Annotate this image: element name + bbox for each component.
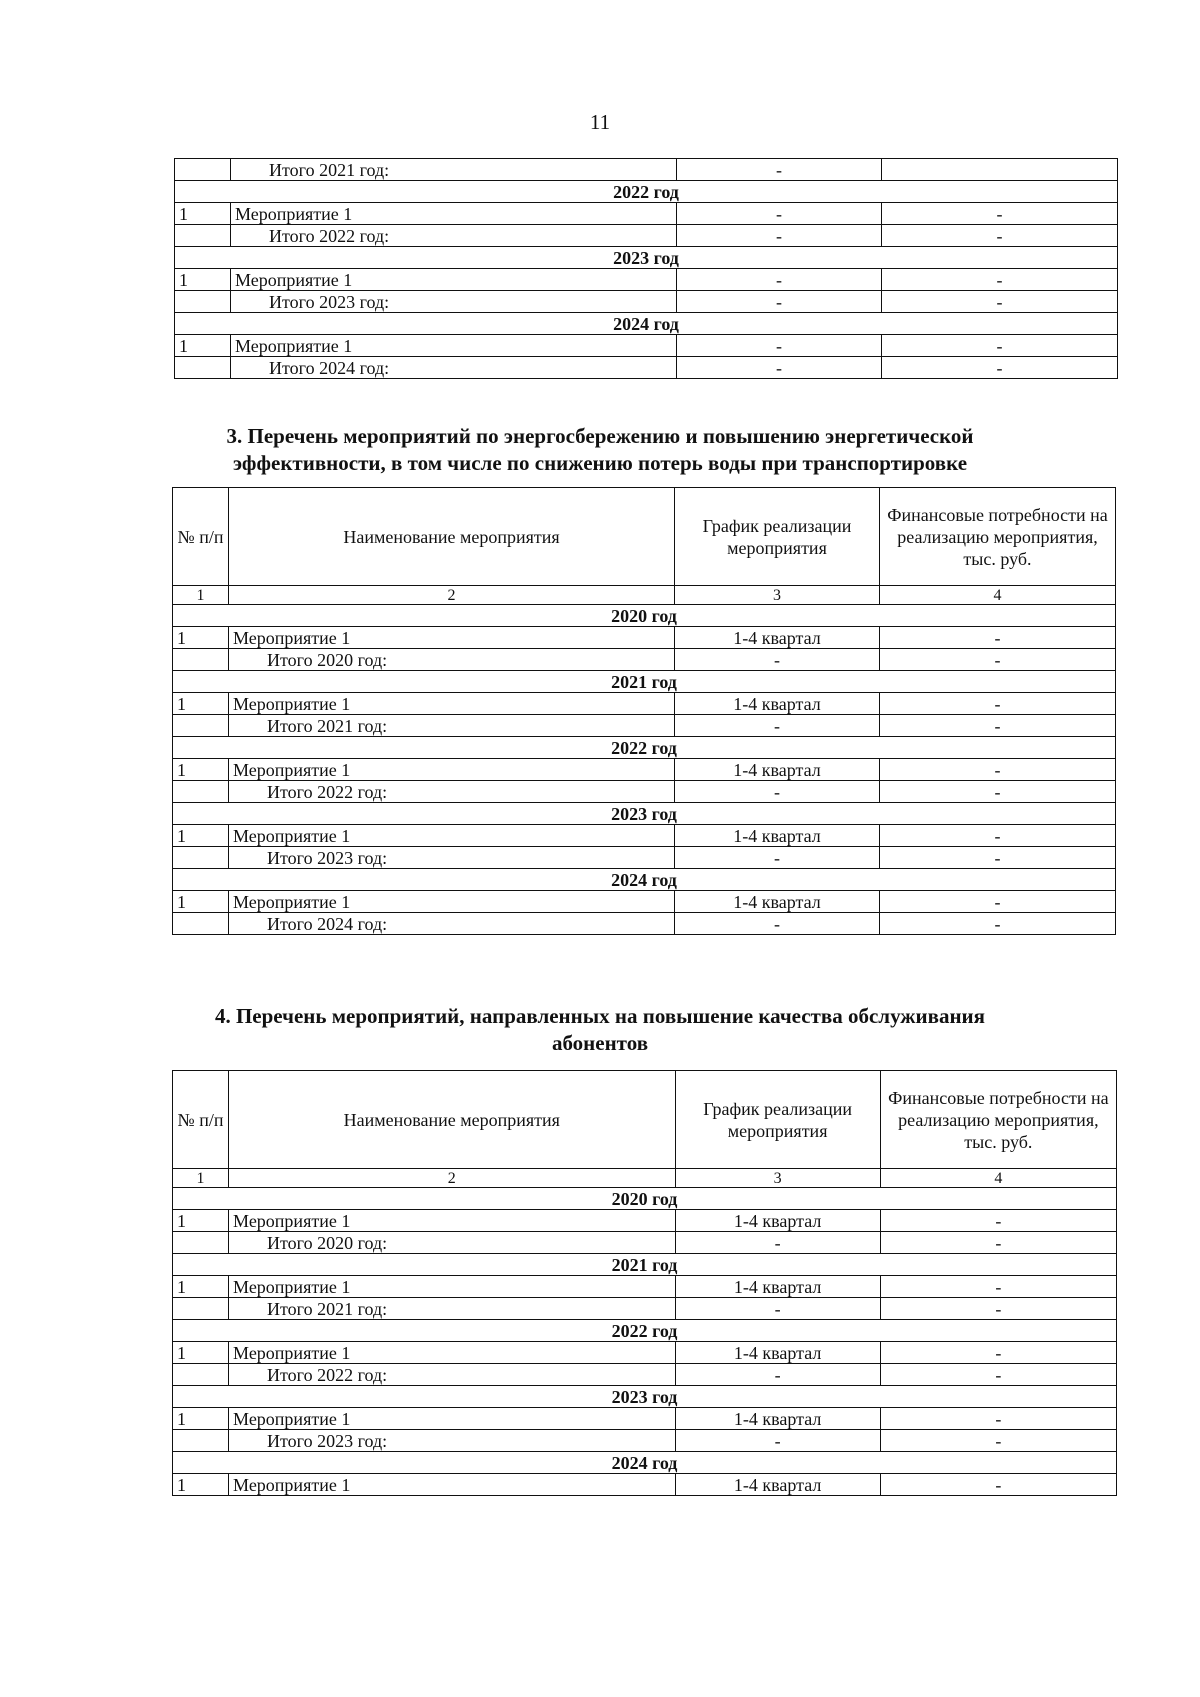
column-number: 1 xyxy=(173,1169,229,1188)
finance-cell: - xyxy=(880,847,1116,869)
row-number: 1 xyxy=(173,825,229,847)
total-row xyxy=(175,159,1118,181)
schedule-cell: - xyxy=(677,291,882,313)
total-label: Итого 2022 год: xyxy=(229,781,675,803)
column-number: 3 xyxy=(675,586,880,605)
year-row xyxy=(173,1254,1117,1276)
row-number xyxy=(175,357,231,379)
year-label: 2024 год xyxy=(173,1452,1117,1474)
activity-row xyxy=(175,203,1118,225)
row-number: 1 xyxy=(175,203,231,225)
finance-cell: - xyxy=(880,913,1116,935)
schedule-cell: - xyxy=(675,1232,880,1254)
total-label: Итого 2020 год: xyxy=(229,1232,675,1254)
row-number xyxy=(173,715,229,737)
year-row xyxy=(173,803,1116,825)
activity-name: Мероприятие 1 xyxy=(231,269,677,291)
finance-cell: - xyxy=(882,291,1118,313)
activity-row xyxy=(173,627,1116,649)
header-num: № п/п xyxy=(173,1071,229,1169)
year-label: 2021 год xyxy=(173,671,1116,693)
header-schedule: График реализации мероприятия xyxy=(675,1071,880,1169)
total-row xyxy=(175,225,1118,247)
finance-cell: - xyxy=(880,1276,1116,1298)
row-number: 1 xyxy=(175,269,231,291)
total-label: Итого 2021 год: xyxy=(229,1298,675,1320)
year-row xyxy=(173,1452,1117,1474)
activity-name: Мероприятие 1 xyxy=(229,1408,675,1430)
total-label: Итого 2023 год: xyxy=(231,291,677,313)
row-number xyxy=(173,649,229,671)
year-row xyxy=(173,605,1116,627)
page-number: 11 xyxy=(589,110,611,134)
header-name: Наименование мероприятия xyxy=(229,488,675,586)
header-num: № п/п xyxy=(173,488,229,586)
year-row xyxy=(173,671,1116,693)
schedule-cell: - xyxy=(677,203,882,225)
schedule-cell: - xyxy=(675,649,880,671)
schedule-cell: 1-4 квартал xyxy=(675,627,880,649)
year-row xyxy=(175,181,1118,203)
schedule-cell: 1-4 квартал xyxy=(675,1342,880,1364)
finance-cell: - xyxy=(882,225,1118,247)
year-row xyxy=(173,1320,1117,1342)
finance-cell: - xyxy=(880,1364,1116,1386)
service-quality-table xyxy=(172,1070,1117,1496)
column-number: 1 xyxy=(173,586,229,605)
section-4-heading xyxy=(160,1003,1040,1057)
row-number xyxy=(173,847,229,869)
row-number xyxy=(173,1232,229,1254)
schedule-cell: 1-4 квартал xyxy=(675,891,880,913)
activity-row xyxy=(173,693,1116,715)
header-finance: Финансовые потребности на реализацию мероприятия, тыс. руб. xyxy=(880,488,1116,586)
table-continued xyxy=(174,158,1118,379)
row-number: 1 xyxy=(173,1342,229,1364)
finance-cell: - xyxy=(880,1298,1116,1320)
finance-cell: - xyxy=(880,825,1116,847)
finance-cell: - xyxy=(882,357,1118,379)
finance-cell: - xyxy=(880,1408,1116,1430)
year-label: 2024 год xyxy=(175,313,1118,335)
schedule-cell: - xyxy=(677,225,882,247)
activity-row xyxy=(173,759,1116,781)
schedule-cell: - xyxy=(675,1298,880,1320)
total-label: Итого 2024 год: xyxy=(231,357,677,379)
year-label: 2022 год xyxy=(173,1320,1117,1342)
year-label: 2023 год xyxy=(173,1386,1117,1408)
finance-cell: - xyxy=(880,891,1116,913)
total-row xyxy=(173,715,1116,737)
schedule-cell: 1-4 квартал xyxy=(675,825,880,847)
schedule-cell: - xyxy=(677,159,882,181)
section-3-heading xyxy=(160,423,1040,477)
activity-row xyxy=(173,1408,1117,1430)
finance-cell: - xyxy=(880,1232,1116,1254)
finance-cell: - xyxy=(880,649,1116,671)
activity-name: Мероприятие 1 xyxy=(229,759,675,781)
finance-cell: - xyxy=(880,627,1116,649)
row-number xyxy=(173,913,229,935)
total-row xyxy=(173,1298,1117,1320)
total-label: Итого 2024 год: xyxy=(229,913,675,935)
finance-cell: - xyxy=(882,269,1118,291)
row-number xyxy=(173,1364,229,1386)
finance-cell: - xyxy=(882,203,1118,225)
header-schedule: График реализации мероприятия xyxy=(675,488,880,586)
total-row xyxy=(173,781,1116,803)
activity-name: Мероприятие 1 xyxy=(229,1474,675,1496)
activity-name: Мероприятие 1 xyxy=(229,627,675,649)
total-label: Итого 2022 год: xyxy=(231,225,677,247)
section-4-heading-line1: 4. Перечень мероприятий, направленных на повышение качества обслуживания xyxy=(214,1004,986,1028)
total-row xyxy=(173,1364,1117,1386)
activity-name: Мероприятие 1 xyxy=(231,335,677,357)
total-row xyxy=(175,291,1118,313)
total-label: Итого 2021 год: xyxy=(231,159,677,181)
row-number: 1 xyxy=(173,759,229,781)
total-row xyxy=(173,649,1116,671)
row-number: 1 xyxy=(173,1210,229,1232)
year-label: 2022 год xyxy=(173,737,1116,759)
row-number: 1 xyxy=(173,1474,229,1496)
year-row xyxy=(173,1188,1117,1210)
schedule-cell: - xyxy=(675,913,880,935)
year-label: 2020 год xyxy=(173,1188,1117,1210)
activity-row xyxy=(173,1210,1117,1232)
header-name: Наименование мероприятия xyxy=(229,1071,675,1169)
row-number: 1 xyxy=(173,627,229,649)
year-label: 2021 год xyxy=(173,1254,1117,1276)
total-row xyxy=(173,1232,1117,1254)
year-row xyxy=(175,313,1118,335)
section-3-heading-line2: эффективности, в том числе по снижению потерь воды при транспортировке xyxy=(232,451,968,475)
activity-name: Мероприятие 1 xyxy=(231,203,677,225)
schedule-cell: - xyxy=(675,781,880,803)
service-quality-table-body xyxy=(173,1188,1117,1496)
finance-cell: - xyxy=(880,693,1116,715)
activity-name: Мероприятие 1 xyxy=(229,693,675,715)
finance-cell: - xyxy=(880,715,1116,737)
year-row xyxy=(175,247,1118,269)
energy-saving-table xyxy=(172,487,1116,935)
total-row xyxy=(173,913,1116,935)
total-row xyxy=(173,1430,1117,1452)
column-number: 4 xyxy=(880,1169,1116,1188)
row-number xyxy=(173,1430,229,1452)
schedule-cell: 1-4 квартал xyxy=(675,693,880,715)
finance-cell xyxy=(882,159,1118,181)
finance-cell: - xyxy=(882,335,1118,357)
schedule-cell: 1-4 квартал xyxy=(675,1210,880,1232)
schedule-cell: - xyxy=(677,357,882,379)
year-label: 2024 год xyxy=(173,869,1116,891)
row-number: 1 xyxy=(173,891,229,913)
row-number xyxy=(173,781,229,803)
schedule-cell: 1-4 квартал xyxy=(675,1408,880,1430)
total-row xyxy=(175,357,1118,379)
total-label: Итого 2023 год: xyxy=(229,847,675,869)
section-3-heading-line1: 3. Перечень мероприятий по энергосбережению и повышению энергетической xyxy=(226,424,974,448)
year-row xyxy=(173,737,1116,759)
activity-name: Мероприятие 1 xyxy=(229,1210,675,1232)
energy-saving-table-body xyxy=(173,605,1116,935)
finance-cell: - xyxy=(880,1342,1116,1364)
finance-cell: - xyxy=(880,1210,1116,1232)
section-4-heading-line2: абонентов xyxy=(551,1031,649,1055)
row-number: 1 xyxy=(173,693,229,715)
year-label: 2022 год xyxy=(175,181,1118,203)
schedule-cell: 1-4 квартал xyxy=(675,1276,880,1298)
activity-row xyxy=(173,891,1116,913)
finance-cell: - xyxy=(880,1474,1116,1496)
total-label: Итого 2021 год: xyxy=(229,715,675,737)
finance-cell: - xyxy=(880,759,1116,781)
row-number xyxy=(173,1298,229,1320)
row-number: 1 xyxy=(175,335,231,357)
schedule-cell: - xyxy=(677,335,882,357)
row-number xyxy=(175,291,231,313)
column-number: 2 xyxy=(229,586,675,605)
column-number: 3 xyxy=(675,1169,880,1188)
activity-name: Мероприятие 1 xyxy=(229,1276,675,1298)
column-number: 2 xyxy=(229,1169,675,1188)
schedule-cell: - xyxy=(675,847,880,869)
schedule-cell: - xyxy=(675,715,880,737)
total-row xyxy=(173,847,1116,869)
schedule-cell: - xyxy=(675,1430,880,1452)
activity-name: Мероприятие 1 xyxy=(229,1342,675,1364)
table-continued-body xyxy=(175,159,1118,379)
year-label: 2020 год xyxy=(173,605,1116,627)
year-label: 2023 год xyxy=(175,247,1118,269)
total-label: Итого 2023 год: xyxy=(229,1430,675,1452)
activity-row xyxy=(173,1474,1117,1496)
schedule-cell: - xyxy=(675,1364,880,1386)
schedule-cell: 1-4 квартал xyxy=(675,759,880,781)
finance-cell: - xyxy=(880,781,1116,803)
column-number: 4 xyxy=(880,586,1116,605)
year-row xyxy=(173,869,1116,891)
finance-cell: - xyxy=(880,1430,1116,1452)
schedule-cell: 1-4 квартал xyxy=(675,1474,880,1496)
activity-row xyxy=(173,825,1116,847)
schedule-cell: - xyxy=(677,269,882,291)
activity-row xyxy=(173,1276,1117,1298)
row-number: 1 xyxy=(173,1408,229,1430)
row-number xyxy=(175,225,231,247)
row-number xyxy=(175,159,231,181)
activity-name: Мероприятие 1 xyxy=(229,891,675,913)
activity-name: Мероприятие 1 xyxy=(229,825,675,847)
total-label: Итого 2022 год: xyxy=(229,1364,675,1386)
year-label: 2023 год xyxy=(173,803,1116,825)
activity-row xyxy=(173,1342,1117,1364)
row-number: 1 xyxy=(173,1276,229,1298)
header-finance: Финансовые потребности на реализацию мероприятия, тыс. руб. xyxy=(880,1071,1116,1169)
total-label: Итого 2020 год: xyxy=(229,649,675,671)
activity-row xyxy=(175,335,1118,357)
year-row xyxy=(173,1386,1117,1408)
activity-row xyxy=(175,269,1118,291)
